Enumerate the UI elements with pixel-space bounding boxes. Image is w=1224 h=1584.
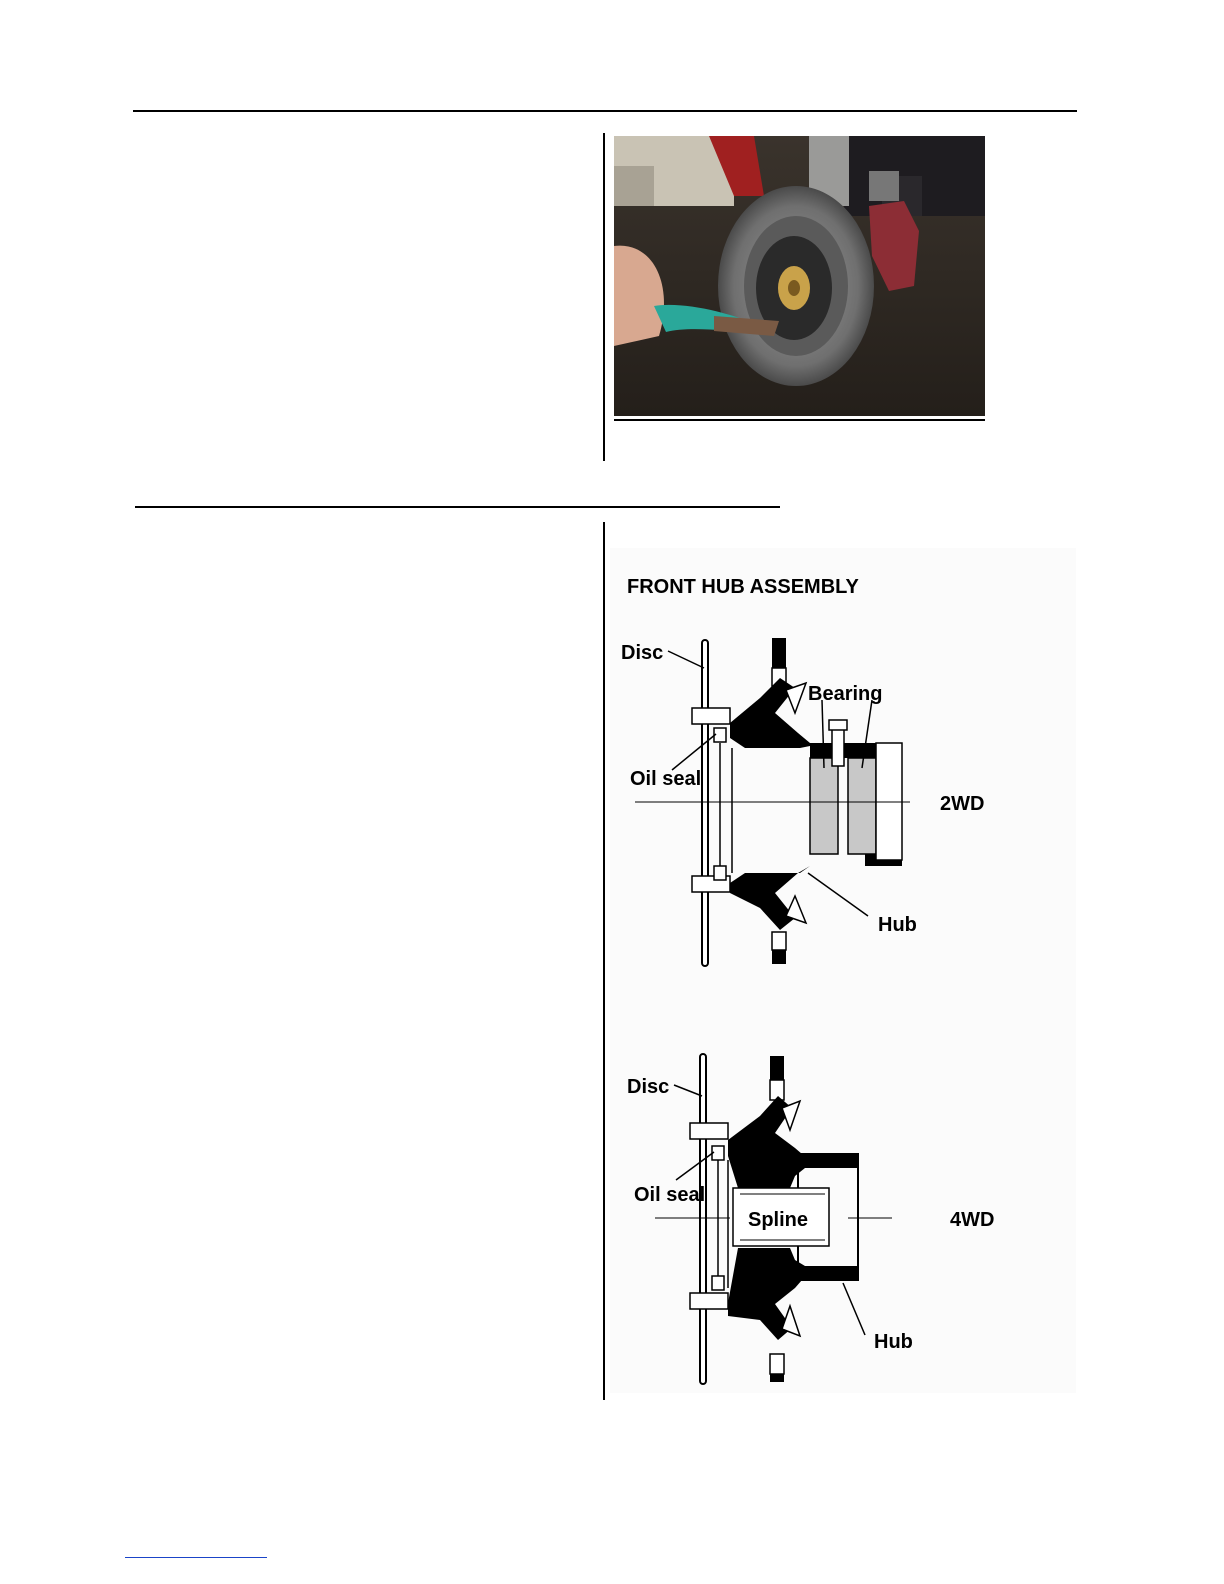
spline-label: Spline [748, 1209, 809, 1231]
variant-label-4wd: 4WD [950, 1209, 995, 1231]
variant-label-2wd: 2WD [940, 793, 985, 815]
hub-label-4wd: Hub [874, 1331, 913, 1353]
oil-seal-label-4wd: Oil seal [634, 1184, 706, 1206]
header-rule [133, 110, 1077, 112]
oil-seal-label-2wd: Oil seal [630, 768, 702, 790]
figure-title: FRONT HUB ASSEMBLY [627, 576, 859, 598]
hub-label-2wd: Hub [878, 914, 917, 936]
disc-label-4wd: Disc [627, 1076, 670, 1098]
front-hub-assembly-figure [610, 548, 1076, 1393]
column-divider-top [603, 133, 605, 461]
bearing-label: Bearing [808, 683, 883, 705]
photo-underline [614, 419, 985, 421]
brake-disc-photo [614, 136, 985, 416]
section-rule [135, 506, 780, 508]
column-divider-bottom [603, 522, 605, 1400]
disc-label-2wd: Disc [621, 642, 664, 664]
footer-link-underline[interactable] [125, 1557, 267, 1558]
